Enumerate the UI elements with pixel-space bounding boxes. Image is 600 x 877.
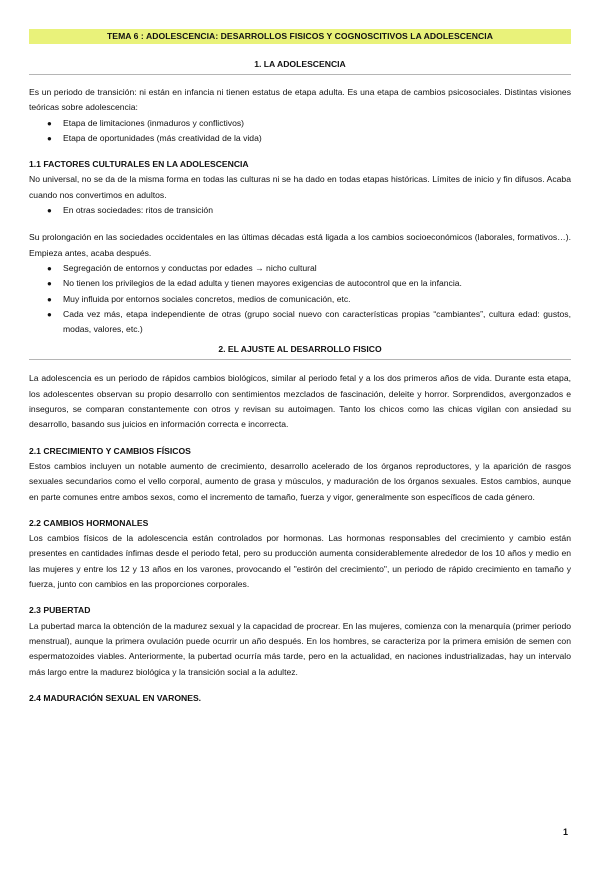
section-heading-2-4: 2.4 MADURACIÓN SEXUAL EN VARONES.: [29, 692, 202, 703]
paragraph: La adolescencia es un periodo de rápidos cambios biológicos, similar al periodo fetal y a los dos primeros años de vida. Durante esta etapa, los adolescentes observan su propio desarrollo con sentimientos mezclados de fascinación, deleite y horror. Sorprendidos, avergonzados e inseguros, se comparan constantemente con otros y revisan su autoimagen. Tanto los chicos como las chicas vigilan con ansiedad su desarrollo, basando sus juicios en información correcta e incorrecta.: [29, 373, 571, 430]
bullet-icon: ●: [47, 294, 52, 304]
list-item: ● Muy influida por entornos sociales concretos, medios de comunicación, etc.: [29, 292, 571, 307]
paragraph: La pubertad marca la obtención de la madurez sexual y la capacidad de procrear. En las mujeres, comienza con la menarquía (primer periodo menstrual), aunque la primera ovulación puede ocurrir un año después. En los hombres, se caracteriza por la primera emisión de semen con espermatozoides viables. Anteriormente, la pubertad ocurría más tarde, pero en la actualidad, en naciones industrializadas, hay un intervalo más largo entre la madurez biológica y la transición social a la adultez.: [29, 620, 571, 677]
list-item: ● No tienen los privilegios de la edad adulta y tienen mayores exigencias de autocontrol que en la infancia.: [29, 276, 571, 291]
paragraph: Estos cambios incluyen un notable aumento de crecimiento, desarrollo acelerado de los órganos reproductores, y la aparición de rasgos sexuales secundarios como el vello corporal, aumento de grasa y músculos, y maduración de los órganos sexuales. Estos cambios, aunque en parte comunes entre ambos sexos, como el incremento de tamaño, fuerza y vigor, generalmente son específicos de cada género.: [29, 460, 571, 502]
bullet-list: [29, 203, 571, 218]
document-page: [0, 29, 600, 877]
page-number: 1: [562, 827, 568, 837]
list-item: ● Cada vez más, etapa independiente de otras (grupo social nuevo con características propias “cambiantes”, cultura edad: gustos, modas, valores, etc.): [47, 308, 571, 335]
list-item: ● Segregación de entornos y conductas por edades → nicho cultural: [29, 261, 571, 276]
list-item: ● Etapa de oportunidades (más creatividad de la vida): [29, 131, 571, 146]
bullet-icon: ●: [47, 133, 52, 143]
section-heading-2-3: 2.3 PUBERTAD: [29, 605, 91, 616]
section-heading-2-2: 2.2 CAMBIOS HORMONALES: [29, 517, 149, 528]
list-item: ● En otras sociedades: ritos de transición: [29, 203, 571, 218]
bullet-list: [29, 116, 571, 147]
bullet-icon: ●: [47, 206, 52, 216]
page-title: TEMA 6 : ADOLESCENCIA: DESARROLLOS FISICOS Y COGNOSCITIVOS LA ADOLESCENCIA: [29, 29, 571, 44]
section-heading-1-1: 1.1 FACTORES CULTURALES EN LA ADOLESCENCIA: [29, 159, 249, 170]
paragraph: Su prolongación en las sociedades occidentales en las últimas décadas está ligada a los cambios socioeconómicos (laborales, formativos…). Empieza antes, acaba después.: [29, 232, 571, 258]
section-heading-2: 2. EL AJUSTE AL DESARROLLO FISICO: [218, 344, 382, 355]
bullet-list: [29, 261, 571, 337]
paragraph: Es un periodo de transición: ni están en infancia ni tienen estatus de etapa adulta. Es una etapa de cambios psicosociales. Distintas visiones teóricas sobre adolescencia:: [29, 87, 571, 113]
bullet-icon: ●: [47, 309, 52, 319]
section-heading-2-1: 2.1 CRECIMIENTO Y CAMBIOS FÍSICOS: [29, 445, 191, 456]
bullet-icon: ●: [47, 118, 52, 128]
paragraph: Los cambios físicos de la adolescencia están controlados por hormonas. Las hormonas responsables del crecimiento y cambio están presentes en cantidades ínfimas desde el periodo fetal, pero su producción aumenta considerablemente alrededor de los 10 años y medio en las mujeres y entre los 12 y 13 años en los varones, provocando el "estirón del crecimiento", un periodo de rápido crecimiento en tamaño y fuerza, junto con cambios en las proporciones corporales.: [29, 533, 571, 590]
bullet-icon: ●: [47, 263, 52, 273]
section-heading-1: 1. LA ADOLESCENCIA: [254, 59, 346, 69]
bullet-icon: ●: [47, 279, 52, 289]
paragraph: No universal, no se da de la misma forma en todas las culturas ni se ha dado en todas etapas históricas. Límites de inicio y fin difusos. Acaba cuando nos convertimos en adultos.: [29, 174, 571, 200]
list-item: ● Etapa de limitaciones (inmaduros y conflictivos): [29, 116, 571, 131]
